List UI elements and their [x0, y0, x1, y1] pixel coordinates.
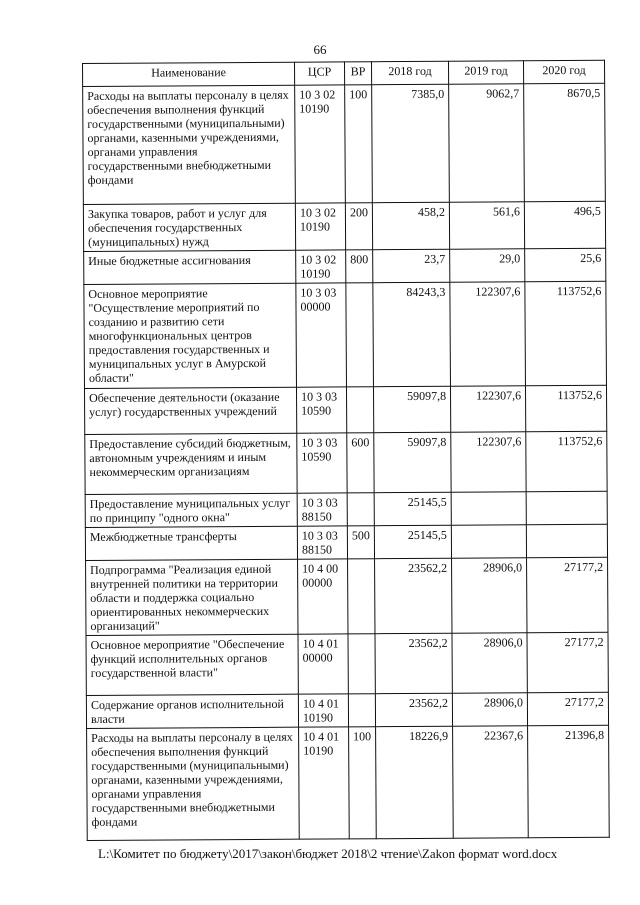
- row-2019: 28906,0: [452, 693, 527, 726]
- row-csr: 10 3 03 10590: [297, 433, 347, 493]
- header-csr: ЦСР: [294, 62, 344, 85]
- row-2020: 8670,5: [524, 83, 606, 201]
- row-2018: 59097,8: [374, 432, 451, 492]
- row-vr: 200: [345, 203, 372, 250]
- table-row: [83, 83, 606, 204]
- row-csr: 10 4 01 00000: [298, 634, 348, 694]
- row-csr: 10 3 03 00000: [296, 283, 347, 387]
- row-name: Основное мероприятие "Обеспечение функций исполнительных органов государственной власти": [86, 634, 298, 695]
- row-vr: 100: [349, 727, 377, 839]
- row-vr: 100: [345, 85, 373, 203]
- row-2020: 113752,6: [525, 385, 606, 431]
- header-2018: 2018 год: [371, 61, 448, 84]
- table-row: [86, 692, 608, 728]
- row-2019: [451, 525, 526, 558]
- table-row: [87, 725, 610, 840]
- row-name: Обеспечение деятельности (оказание услуг) государственных учреждений: [84, 387, 296, 434]
- row-name: Предоставление муниципальных услуг по принципу "одного окна": [85, 493, 297, 527]
- row-2019: 122307,6: [450, 282, 526, 386]
- row-vr: 600: [347, 433, 374, 493]
- row-vr: [346, 387, 373, 433]
- header-name: Наименование: [83, 62, 295, 86]
- table-header-row: [83, 60, 605, 86]
- row-csr: 10 3 03 88150: [297, 526, 347, 559]
- table-row: [84, 385, 606, 434]
- table-row: [86, 632, 608, 695]
- row-2020: 113752,6: [525, 281, 607, 385]
- row-csr: 10 3 02 10190: [296, 250, 346, 283]
- row-2019: 9062,7: [449, 84, 525, 202]
- row-csr: 10 3 03 88150: [297, 493, 347, 526]
- row-2020: 21396,8: [528, 725, 610, 837]
- row-2018: 25145,5: [374, 492, 451, 525]
- row-2018: 84243,3: [373, 282, 451, 386]
- page-number: 66: [313, 42, 327, 57]
- row-2020: 27177,2: [527, 692, 608, 725]
- table-row: [85, 524, 607, 560]
- table-row: [86, 557, 608, 635]
- row-vr: 800: [346, 250, 373, 283]
- row-2018: 18226,9: [376, 726, 454, 838]
- row-csr: 10 3 02 10190: [295, 85, 346, 203]
- row-2019: 561,6: [449, 202, 524, 249]
- row-2018: 59097,8: [373, 386, 450, 432]
- table-row: [83, 201, 605, 251]
- row-2020: 25,6: [525, 248, 606, 281]
- row-csr: 10 4 01 10190: [299, 727, 350, 839]
- header-2019: 2019 год: [448, 61, 523, 84]
- row-name: Основное мероприятие "Осуществление мероприятий по созданию и развитию сети многофункциональных центров предоставления государственных и муниципальных услуг в Амурской области": [84, 283, 297, 388]
- row-name: Расходы на выплаты персоналу в целях обеспечения выполнения функций государственными (муниципальными) органами, казенными учреждениями, органами управления государственными внебюджетными фондами: [87, 727, 300, 840]
- row-2019: 22367,6: [453, 726, 529, 838]
- table-row: [84, 248, 606, 284]
- row-csr: 10 4 00 00000: [298, 559, 348, 634]
- row-vr: [348, 694, 375, 727]
- row-name: Межбюджетные трансферты: [85, 526, 297, 560]
- row-name: Подпрограмма "Реализация единой внутренней политики на территории области и поддержка социально ориентированных некоммерческих организаций": [86, 559, 298, 635]
- row-2019: 29,0: [450, 249, 525, 282]
- row-name: Расходы на выплаты персоналу в целях обеспечения выполнения функций государственными (муниципальными) органами, казенными учреждениями, органами управления государственными внебюджетными фондами: [83, 85, 296, 204]
- budget-table: [82, 60, 610, 841]
- row-2018: 7385,0: [372, 84, 450, 202]
- row-2020: 27177,2: [527, 632, 608, 692]
- row-name: Иные бюджетные ассигнования: [84, 250, 296, 284]
- row-2018: 23562,2: [375, 558, 452, 633]
- row-2019: 28906,0: [452, 633, 527, 693]
- row-csr: 10 3 02 10190: [295, 203, 345, 250]
- row-csr: 10 4 01 10190: [298, 694, 348, 727]
- row-vr: [346, 283, 374, 387]
- table-row: [85, 491, 607, 527]
- row-2018: 23562,2: [375, 693, 452, 726]
- table-row: [84, 281, 607, 388]
- row-2020: [526, 491, 607, 524]
- row-vr: 500: [347, 526, 374, 559]
- row-2019: 28906,0: [452, 558, 527, 633]
- row-2018: 458,2: [372, 202, 449, 249]
- row-name: Предоставление субсидий бюджетным, автономным учреждениям и иным некоммерческим организациям: [85, 433, 297, 494]
- row-name: Закупка товаров, работ и услуг для обеспечения государственных (муниципальных) нужд: [83, 203, 295, 251]
- row-2020: 27177,2: [527, 557, 608, 632]
- header-2020: 2020 год: [523, 60, 604, 83]
- row-vr: [348, 634, 375, 694]
- header-vr: ВР: [344, 62, 371, 85]
- row-csr: 10 3 03 10590: [296, 387, 346, 433]
- row-2018: 23,7: [373, 249, 450, 282]
- row-2019: [451, 492, 526, 525]
- row-2020: 113752,6: [526, 431, 607, 491]
- row-2018: 23562,2: [375, 633, 452, 693]
- table-row: [85, 431, 607, 494]
- row-2020: 496,5: [524, 201, 605, 248]
- row-name: Содержание органов исполнительной власти: [86, 694, 298, 728]
- row-2019: 122307,6: [451, 432, 526, 492]
- row-vr: [347, 493, 374, 526]
- row-vr: [348, 559, 375, 634]
- row-2020: [526, 524, 607, 557]
- footer-file-path: L:\Комитет по бюджету\2017\закон\бюджет 2018\2 чтение\Zakon формат word.docx: [98, 846, 558, 861]
- row-2018: 25145,5: [374, 525, 451, 558]
- row-2019: 122307,6: [450, 386, 525, 432]
